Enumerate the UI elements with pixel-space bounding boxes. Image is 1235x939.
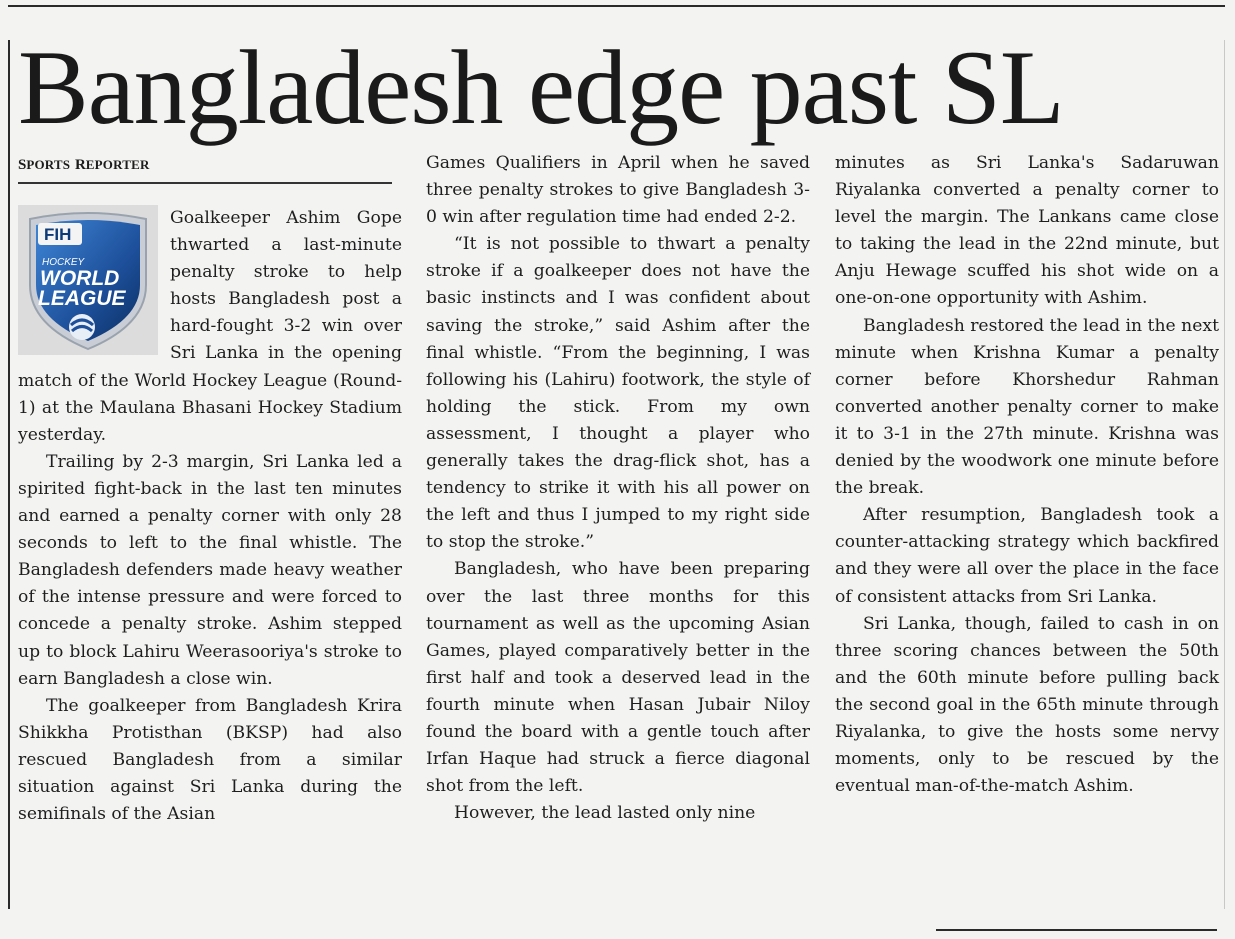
headline: Bangladesh edge past SL (18, 29, 1064, 146)
byline-eporter: eporter (85, 153, 150, 173)
col1-paragraph-2: Trailing by 2-3 margin, Sri Lanka led a spirited fight-back in the last ten minutes and earned a penalty corner with only 28 seconds to left to the final whistle. The Bangladesh defenders made heavy weather of the intense pressure and were forced to concede a penalty stroke. Ashim stepped up to block Lahiru Weerasooriya's stroke to earn Bangladesh a close win. (18, 451, 402, 689)
byline (18, 150, 392, 184)
hockey-world-league-badge-icon (18, 205, 158, 355)
logo-line3-text: LEAGUE (38, 287, 126, 310)
left-column-rule (8, 40, 10, 909)
byline-ports: ports (26, 153, 75, 173)
logo-brand-text: FIH (44, 225, 72, 244)
column-1 (18, 205, 402, 828)
right-edge-rule (1224, 40, 1225, 909)
col3-paragraph-1: minutes as Sri Lanka's Sadaruwan Riyalanka converted a penalty corner to level the margin. The Lankans came close to taking the lead in the 22nd minute, but Anju Hewage scuffed his shot wide on a one-on-one opportunity with Ashim. (835, 153, 1219, 309)
col1-paragraph-3: The goalkeeper from Bangladesh Krira Shikkha Protisthan (BKSP) had also rescued Bangladesh from a similar situation against Sri Lanka during the semifinals of the Asian (18, 695, 402, 825)
col3-paragraph-2: Bangladesh restored the lead in the next minute when Krishna Kumar a penalty corner before Khorshedur Rahman converted another penalty corner to make it to 3-1 in the 27th minute. Krishna was denied by the woodwork one minute before the break. (835, 315, 1220, 499)
byline-s: S (18, 157, 27, 173)
col1-paragraph-1: Goalkeeper Ashim Gope thwarted a last-minute penalty stroke to help hosts Bangladesh post a hard-fought 3-2 win over Sri Lanka in the opening match of the World Hockey League (Round-1) at the Maulana Bhasani Hockey Stadium yesterday. (18, 208, 402, 445)
bottom-rule (936, 929, 1217, 931)
top-rule (8, 5, 1225, 7)
col2-paragraph-1: Games Qualifiers in April when he saved three penalty strokes to give Bangladesh 3-0 win after regulation time had ended 2-2. (426, 153, 810, 228)
fih-world-league-logo (18, 205, 158, 355)
col3-paragraph-3: After resumption, Bangladesh took a counter-attacking strategy which backfired and they were all over the place in the face of consistent attacks from Sri Lanka. (835, 505, 1219, 607)
column-2 (426, 150, 810, 827)
col2-paragraph-2: “It is not possible to thwart a penalty stroke if a goalkeeper does not have the basic instincts and I was confident about saving the stroke,” said Ashim after the final whistle. “From the beginning, I was following his (Lahiru) footwork, the style of holding the stick. From my own assessment, I thought a player who generally takes the drag-flick shot, has a tendency to strike it with his all power on the left and thus I jumped to my right side to stop the stroke.” (426, 234, 810, 553)
logo-line1-text: HOCKEY (42, 257, 85, 268)
col2-paragraph-4: However, the lead lasted only nine (454, 803, 756, 824)
logo-line2-text: WORLD (40, 267, 120, 290)
column-3 (835, 150, 1219, 800)
byline-r: R (74, 157, 86, 173)
col2-paragraph-3: Bangladesh, who have been preparing over the last three months for this tournament as well as the upcoming Asian Games, played comparatively better in the first half and took a deserved lead in the fourth minute when Hasan Jubair Niloy found the board with a gentle touch after Irfan Haque had struck a fierce diagonal shot from the left. (426, 559, 810, 797)
col3-paragraph-4: Sri Lanka, though, failed to cash in on three scoring chances between the 50th and the 60th minute before pulling back the second goal in the 65th minute through Riyalanka, to give the hosts some nervy moments, only to be rescued by the eventual man-of-the-match Ashim. (835, 613, 1219, 797)
